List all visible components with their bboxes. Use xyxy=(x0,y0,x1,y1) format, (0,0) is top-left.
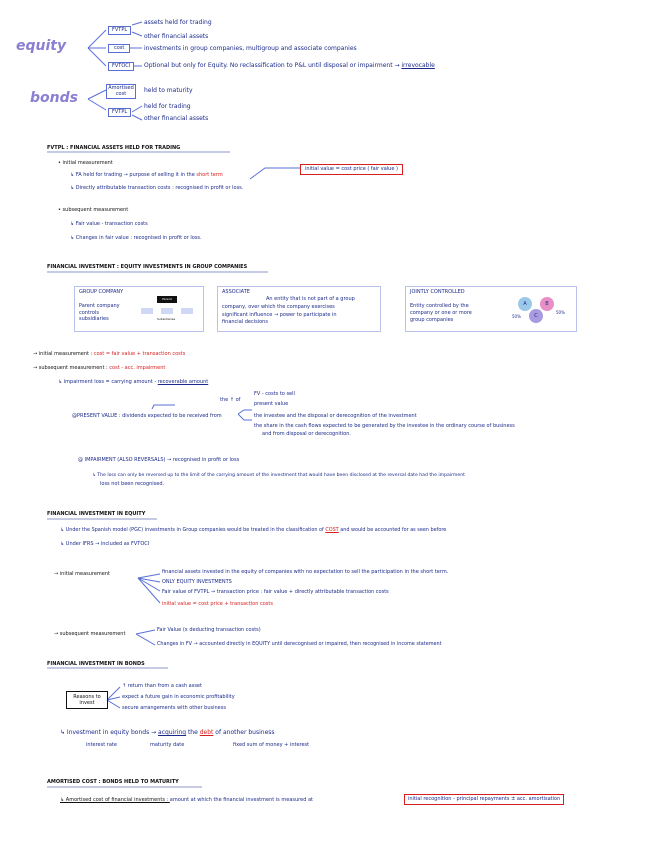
reason-1: ↑ return than from a cash asset xyxy=(122,683,202,689)
bonds-item-1: held to maturity xyxy=(144,87,193,94)
bonds-item-2: held for trading xyxy=(144,103,191,110)
associate-text: An entity that is not part of a group company, over which the company exercises significant influence → power to participate in financial decisions xyxy=(222,296,355,326)
group-company-label: GROUP COMPANY xyxy=(79,289,124,295)
group-company-card xyxy=(74,286,204,332)
reversal-limit-line-1: ↳ The loss can only be reversed up to the limit of the carrying amount of the investment that would have been disclosed at the reversal date had the impairment xyxy=(92,473,465,478)
jointly-label: JOINTLY CONTROLLED xyxy=(410,289,465,295)
cost-box: cost xyxy=(108,44,130,53)
group-section-title: FINANCIAL INVESTMENT : EQUITY INVESTMENTS IN GROUP COMPANIES xyxy=(47,264,248,270)
subsidiaries-label: Subsidiaries xyxy=(157,317,176,321)
equity-subsequent-2: Changes in FV → accounted directly in EQUITY until derecognised or impaired, then recognised in income statement xyxy=(157,641,442,647)
bonds-tag: bonds xyxy=(30,90,78,106)
higher-of-label: the ↑ of xyxy=(220,397,241,403)
fvtpl2-box: FVTPL xyxy=(108,108,131,117)
present-value-line: @PRESENT VALUE : dividends expected to be received from xyxy=(72,413,222,419)
equity-initial-3: Fair value of FVTPL → transaction price : fair value + directly attributable transaction costs xyxy=(162,589,389,595)
fvtoci-box: FVTOCI xyxy=(108,62,134,71)
sub-node xyxy=(181,308,193,314)
fvtpl-line-4: ↳ Changes in fair value : recognised in profit or loss. xyxy=(70,235,202,241)
sub-node xyxy=(141,308,153,314)
bonds-investment-line: ↳ Investment in equity bonds → acquiring the debt of another business xyxy=(60,729,275,736)
venn-b: B xyxy=(540,297,554,311)
equity-item-1: assets held for trading xyxy=(144,19,212,26)
group-diagram xyxy=(139,296,195,326)
bond-key-1: interest rate xyxy=(86,742,117,748)
bonds-item-3: other financial assets xyxy=(144,115,209,122)
equity-item-4: Optional but only for Equity. No reclassification to P&L until disposal or impairment → irrevocable xyxy=(144,62,435,69)
associate-card xyxy=(217,286,381,332)
jointly-text: Entity controlled by the company or one or more group companies xyxy=(410,303,472,323)
equity-section-title: FINANCIAL INVESTMENT IN EQUITY xyxy=(47,511,146,517)
group-company-text: Parent company controls subsidiaries xyxy=(79,303,120,322)
venn-diagram xyxy=(512,291,572,329)
venn-c: C xyxy=(529,309,543,323)
parent-node: Parent company xyxy=(157,296,177,303)
fvtpl-subsequent-heading: • subsequent measurement xyxy=(58,207,129,213)
group-initial-measurement: → initial measurement : cost = fair value + transaction costs xyxy=(33,351,186,357)
reason-2: expect a future gain in economic profitability xyxy=(122,694,235,700)
sub-node xyxy=(161,308,173,314)
equity-item-2: other financial assets xyxy=(144,33,209,40)
impairment-loss-line: ↳ impairment loss = carrying amount - recoverable amount xyxy=(58,379,209,385)
venn-a: A xyxy=(518,297,532,311)
amortised-box: Amortised cost xyxy=(106,84,136,99)
reversal-limit-line-2: loss not been recognised. xyxy=(100,481,165,487)
higher-of-option-1: FV - costs to sell xyxy=(254,391,295,397)
present-value-option-1: the investee and the disposal or derecognition of the investment xyxy=(254,413,417,419)
amortised-line: ↳ Amortised cost of financial investments : amount at which the financial investment is measured at xyxy=(60,797,313,803)
equity-subsequent-heading: → subsequent measurement xyxy=(54,631,126,637)
ifrs-line: ↳ Under IFRS → included as FVTOCI xyxy=(60,541,150,547)
equity-initial-heading: → initial measurement xyxy=(54,571,111,577)
venn-label-right: 50% xyxy=(556,310,565,315)
fvtpl-line-3: ↳ Fair value - transaction costs xyxy=(70,221,148,227)
impairment-reversal-line: @ IMPAIRMENT (ALSO REVERSALS) → recognised in profit or loss xyxy=(78,457,240,463)
amortised-formula-box: initial recognition - principal repayments ± acc. amortisation xyxy=(404,794,564,805)
venn-label-left: 50% xyxy=(512,314,521,319)
initial-value-box: initial value = cost price ( fair value ) xyxy=(300,164,403,175)
reasons-box: Reasons to invest xyxy=(66,691,108,709)
reason-3: secure arrangements with other business xyxy=(122,705,226,711)
equity-tag: equity xyxy=(16,38,67,54)
bond-key-2: maturity date xyxy=(150,742,185,748)
higher-of-option-2: present value xyxy=(254,401,289,407)
amortised-section-title: AMORTISED COST : BONDS HELD TO MATURITY xyxy=(47,779,179,785)
present-value-option-2b: and from disposal or derecognition. xyxy=(262,431,351,437)
fvtpl-line-2: ↳ Directly attributable transaction costs : recognised in profit or loss. xyxy=(70,185,244,191)
equity-initial-1: financial assets invested in the equity of companies with no expectation to sell the participation in the short term. xyxy=(162,569,449,575)
spanish-model-line: ↳ Under the Spanish model (PGC) investments in Group companies would be treated in the classification of COST and would be accounted for as seen before xyxy=(60,527,447,533)
present-value-option-2a: the share in the cash flows expected to be generated by the investee in the ordinary course of business xyxy=(254,423,515,429)
equity-initial-4: initial value = cost price + transaction costs xyxy=(162,601,273,607)
equity-initial-2: ONLY EQUITY INVESTMENTS xyxy=(162,579,232,585)
equity-item-3: investments in group companies, multigroup and associate companies xyxy=(144,45,357,52)
fvtpl-section-title: FVTPL : FINANCIAL ASSETS HELD FOR TRADING xyxy=(47,145,181,151)
fvtpl-box: FVTPL xyxy=(108,26,131,35)
group-subsequent-measurement: → subsequent measurement : cost - acc. impairment xyxy=(33,365,166,371)
fvtpl-initial-heading: • initial measurement xyxy=(58,160,113,166)
bonds-section-title: FINANCIAL INVESTMENT IN BONDS xyxy=(47,661,145,667)
fvtpl-line-1: ↳ FA held for trading → purpose of selling it in the short term xyxy=(70,172,223,178)
bond-key-3: fixed sum of money + interest xyxy=(233,742,310,748)
associate-label: ASSOCIATE xyxy=(222,289,250,295)
equity-subsequent-1: Fair Value (x deducting transaction costs) xyxy=(157,627,261,633)
jointly-card xyxy=(405,286,577,332)
